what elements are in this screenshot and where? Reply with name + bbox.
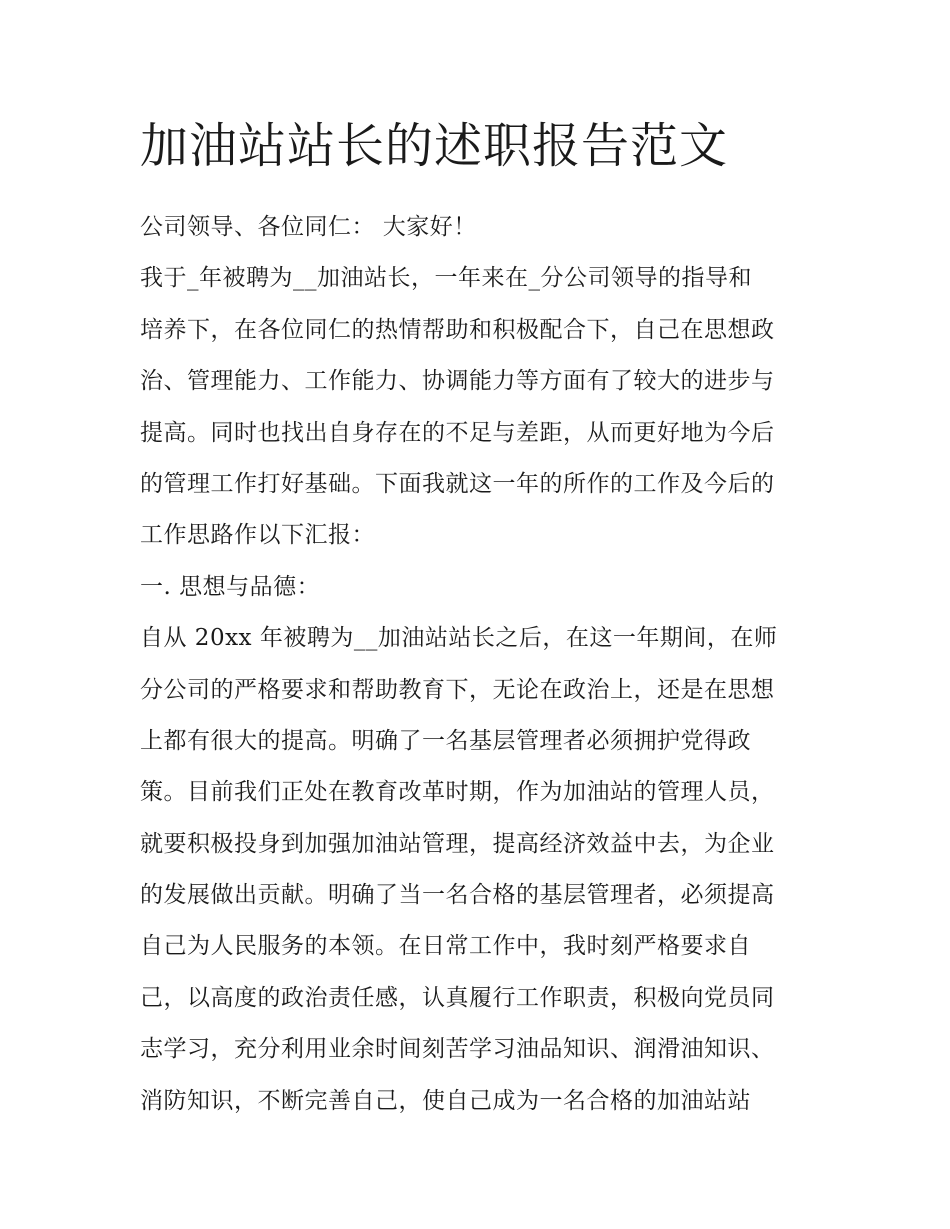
body-line-greeting: 公司领导、各位同仁： 大家好！ [140,214,477,240]
body-line: 工作思路作以下汇报： [140,522,375,549]
body-line: 治、管理能力、工作能力、协调能力等方面有了较大的进步与 [140,368,775,395]
body-line: 自己为人民服务的本领。在日常工作中，我时刻严格要求自 [140,933,751,960]
body-line: 消防知识，不断完善自己，使自己成为一名合格的加油站站 [140,1087,751,1114]
body-line: 就要积极投身到加强加油站管理，提高经济效益中去，为企业 [140,830,775,857]
body-line: 策。目前我们正处在教育改革时期，作为加油站的管理人员， [140,779,775,806]
body-line: 上都有很大的提高。明确了一名基层管理者必须拥护党得政 [140,727,751,754]
body-line: 己，以高度的政治责任感，认真履行工作职责，积极向党员同 [140,984,775,1011]
body-line: 提高。同时也找出自身存在的不足与差距，从而更好地为今后 [140,419,775,446]
document-body [140,202,820,1127]
body-line: 的管理工作打好基础。下面我就这一年的所作的工作及今后的 [140,470,775,497]
section-heading: 一. 思想与品德： [140,573,321,600]
body-line: 分公司的严格要求和帮助教育下，无论在政治上，还是在思想 [140,676,775,703]
document-title: 加油站站长的述职报告范文 [140,118,729,174]
body-line: 我于_年被聘为__加油站长，一年来在_分公司领导的指导和 [140,265,752,292]
body-line: 志学习，充分利用业余时间刻苦学习油品知识、润滑油知识、 [140,1036,775,1063]
body-line: 的发展做出贡献。明确了当一名合格的基层管理者，必须提高 [140,882,775,909]
body-line: 自从 20xx 年被聘为__加油站站长之后，在这一年期间，在师 [140,625,778,652]
body-line: 培养下，在各位同仁的热情帮助和积极配合下，自己在思想政 [140,316,775,343]
